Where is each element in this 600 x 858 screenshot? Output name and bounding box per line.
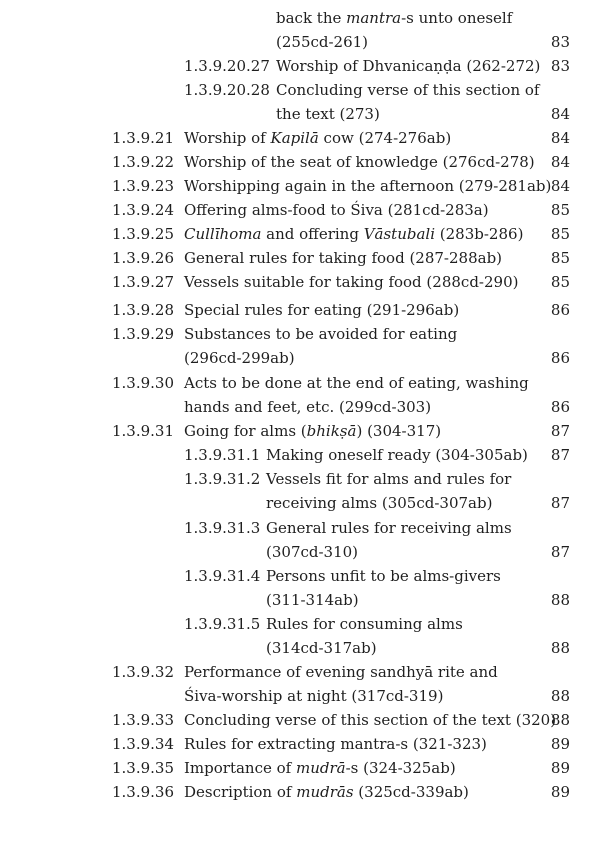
- toc-page-number: 84: [550, 105, 570, 123]
- toc-page-number: 85: [550, 249, 570, 267]
- toc-section-number: 1.3.9.35: [112, 759, 175, 777]
- toc-entry-text: Special rules for eating (291-296ab): [184, 301, 460, 319]
- toc-entry-text: Rules for extracting mantra-s (321-323): [184, 735, 487, 753]
- toc-entry-text: General rules for receiving alms: [266, 519, 512, 537]
- toc-page-number: 86: [550, 349, 570, 367]
- toc-section-number: 1.3.9.20.27: [184, 57, 270, 75]
- toc-section-number: 1.3.9.21: [112, 129, 175, 147]
- toc-text-italic: bhikṣā: [306, 422, 357, 440]
- toc-entry-text: Concluding verse of this section of: [276, 81, 540, 99]
- toc-entry-text: Acts to be done at the end of eating, washing: [184, 374, 529, 392]
- toc-entry-text: General rules for taking food (287-288ab): [184, 249, 503, 267]
- toc-page-number: 88: [550, 591, 570, 609]
- toc-section-number: 1.3.9.20.28: [184, 81, 270, 99]
- toc-page-number: 88: [550, 687, 570, 705]
- toc-section-number: 1.3.9.32: [112, 663, 175, 681]
- toc-section-number: 1.3.9.33: [112, 711, 175, 729]
- toc-section-number: 1.3.9.31.3: [184, 519, 261, 537]
- toc-entry-text: (296cd-299ab): [184, 349, 295, 367]
- toc-page-number: 88: [550, 639, 570, 657]
- toc-entry-text: (311-314ab): [266, 591, 359, 609]
- toc-section-number: 1.3.9.30: [112, 374, 175, 392]
- toc-entry-text: Worship of the seat of knowledge (276cd-278): [184, 153, 535, 171]
- toc-section-number: 1.3.9.24: [112, 201, 175, 219]
- toc-section-number: 1.3.9.27: [112, 273, 175, 291]
- toc-entry-text: the text (273): [276, 105, 380, 123]
- toc-section-number: 1.3.9.31.2: [184, 470, 261, 488]
- toc-entry-text: receiving alms (305cd-307ab): [266, 494, 493, 512]
- toc-text-part: Going for alms (: [184, 422, 307, 440]
- toc-text-italic: Kapilā: [270, 129, 319, 147]
- toc-entry-text: Concluding verse of this section of the text (320): [184, 711, 557, 729]
- toc-section-number: 1.3.9.28: [112, 301, 175, 319]
- toc-text-part: ) (304-317): [356, 422, 442, 440]
- toc-entry-text: Making oneself ready (304-305ab): [266, 446, 528, 464]
- toc-page-number: 89: [550, 783, 570, 801]
- toc-page-number: 87: [550, 494, 570, 512]
- toc-entry-text: [184, 756, 456, 780]
- toc-section-number: 1.3.9.31.5: [184, 615, 261, 633]
- toc-text-part: -s unto oneself: [401, 9, 513, 27]
- toc-page-number: 88: [550, 711, 570, 729]
- toc-entry-text: Worship of Dhvanicaṇḍa (262-272): [276, 57, 541, 75]
- toc-page-number: 89: [550, 759, 570, 777]
- toc-entry-text: [184, 419, 441, 443]
- toc-text-part: Description of: [184, 783, 297, 801]
- toc-page-number: 85: [550, 201, 570, 219]
- toc-page-number: 86: [550, 398, 570, 416]
- toc-section-number: 1.3.9.31: [112, 422, 175, 440]
- toc-entry-text: Śiva-worship at night (317cd-319): [184, 687, 444, 705]
- toc-entry-text: Worshipping again in the afternoon (279-281ab): [184, 177, 552, 195]
- toc-entry-text: [184, 126, 451, 150]
- toc-text-part: (325cd-339ab): [353, 783, 469, 801]
- toc-page-number: 84: [550, 129, 570, 147]
- toc-page-number: 83: [550, 57, 570, 75]
- toc-section-number: 1.3.9.34: [112, 735, 175, 753]
- toc-page-number: 87: [550, 446, 570, 464]
- toc-page-number: 85: [550, 273, 570, 291]
- toc-page-number: 89: [550, 735, 570, 753]
- toc-section-number: 1.3.9.36: [112, 783, 175, 801]
- toc-entry-text: hands and feet, etc. (299cd-303): [184, 398, 432, 416]
- toc-entry-text: Performance of evening sandhyā rite and: [184, 663, 498, 681]
- toc-page-number: 83: [550, 33, 570, 51]
- toc-entry-text: [184, 222, 523, 246]
- toc-section-number: 1.3.9.31.1: [184, 446, 261, 464]
- toc-page-number: 84: [550, 177, 570, 195]
- toc-section-number: 1.3.9.23: [112, 177, 175, 195]
- toc-text-part: (283b-286): [435, 225, 524, 243]
- toc-text-italic: mudrās: [296, 783, 354, 801]
- toc-page-number: 86: [550, 301, 570, 319]
- toc-section-number: 1.3.9.29: [112, 325, 175, 343]
- toc-entry-text: Vessels fit for alms and rules for: [266, 470, 512, 488]
- toc-entry-text: Substances to be avoided for eating: [184, 325, 458, 343]
- toc-section-number: 1.3.9.25: [112, 225, 175, 243]
- toc-text-italic: Vāstubali: [363, 225, 436, 243]
- toc-entry-text: (255cd-261): [276, 33, 369, 51]
- toc-page-number: 84: [550, 153, 570, 171]
- toc-page-number: 85: [550, 225, 570, 243]
- toc-entry-text: (314cd-317ab): [266, 639, 377, 657]
- toc-text-part: cow (274-276ab): [318, 129, 452, 147]
- toc-entry-text: Rules for consuming alms: [266, 615, 463, 633]
- toc-entry-text: [184, 780, 469, 804]
- toc-text-italic: mantra: [346, 9, 402, 27]
- toc-page-number: 87: [550, 543, 570, 561]
- toc-entry-text: Vessels suitable for taking food (288cd-290): [184, 273, 519, 291]
- toc-section-number: 1.3.9.26: [112, 249, 175, 267]
- toc-entry-text: Persons unfit to be alms-givers: [266, 567, 501, 585]
- toc-text-part: -s (324-325ab): [345, 759, 456, 777]
- toc-entry-text: Offering alms-food to Śiva (281cd-283a): [184, 201, 489, 219]
- toc-section-number: 1.3.9.22: [112, 153, 175, 171]
- toc-entry-text: [276, 6, 512, 30]
- toc-text-part: Worship of: [184, 129, 271, 147]
- toc-text-italic: Cullīhoma: [184, 225, 262, 243]
- toc-text-part: and offering: [261, 225, 364, 243]
- toc-text-part: Importance of: [184, 759, 296, 777]
- toc-entry-text: (307cd-310): [266, 543, 359, 561]
- toc-page-number: 87: [550, 422, 570, 440]
- toc-text-italic: mudrā: [295, 759, 346, 777]
- toc-text-part: back the: [276, 9, 347, 27]
- toc-section-number: 1.3.9.31.4: [184, 567, 261, 585]
